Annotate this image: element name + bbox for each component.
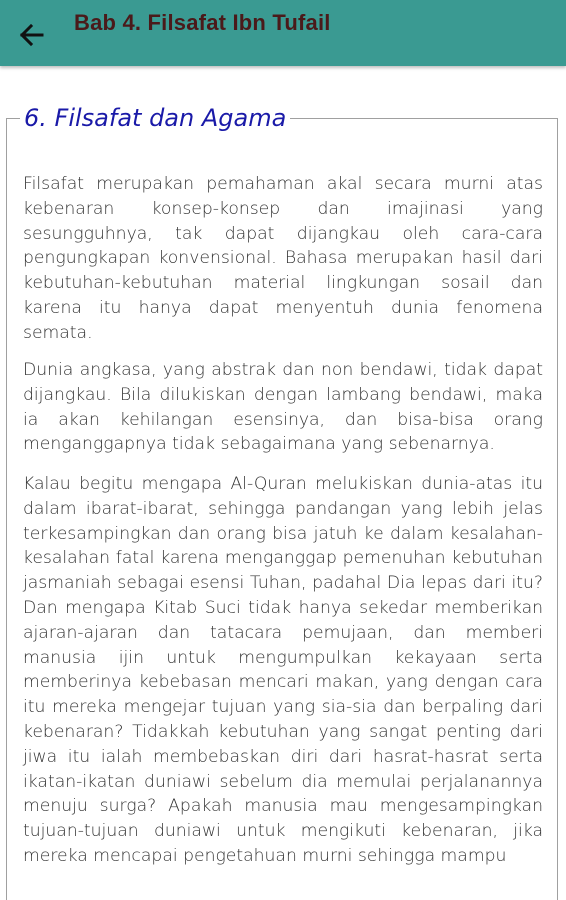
back-button[interactable] [14, 19, 50, 51]
page-title: Bab 4. Filsafat Ibn Tufail [74, 10, 331, 35]
app-bar [0, 0, 566, 66]
chapter-content[interactable] [0, 66, 566, 900]
paragraph-2: Dunia angkasa, yang abstrak dan non bendawi, tidak dapat dijangkau. Bila dilukiskan dengan lambang bendawi, maka ia akan kehilangan esensinya, dan bisa-bisa orang menganggapnya tidak sebagaimana yang sebenarnya. [23, 360, 543, 455]
section-heading: 6. Filsafat dan Agama [20, 104, 290, 132]
paragraph-3: Kalau begitu mengapa Al-Quran melukiskan dunia-atas itu dalam ibarat-ibarat, sehingga pandangan yang lebih jelas terkesampingkan dan orang bisa jatuh ke dalam kesalahan-kesalahan fatal karena menganggap pemenuhan kebutuhan jasmaniah sebagai esensi Tuhan, padahal Dia lepas dari itu? Dan mengapa Kitab Suci tidak hanya sekedar memberikan ajaran-ajaran dan tatacara pemujaan, dan memberi manusia ijin untuk mengumpulkan kekayaan serta memberinya kebebasan mencari makan, yang dengan cara itu mereka mengejar tujuan yang sia-sia dan berpaling dari kebenaran? Tidakkah kebutuhan yang sangat penting dari jiwa itu ialah membebaskan diri dari hasrat-hasrat serta ikatan-ikatan duniawi sebelum dia memulai perjalanannya menuju surga? Apakah manusia mau mengesampingkan tujuan-tujuan duniawi untuk mengikuti kebenaran, jika mereka mencapai pengetahuan murni sehingga mampu [23, 474, 543, 866]
arrow-left-icon [14, 19, 50, 51]
paragraph-1: Filsafat merupakan pemahaman akal secara murni atas kebenaran konsep-konsep dan imajinasi yang sesungguhnya, tak dapat dijangkau oleh cara-cara pengungkapan konvensional. Bahasa merupakan hasil dari kebutuhan-kebutuhan material lingkungan sosail dan karena itu hanya dapat menyentuh dunia fenomena semata. [23, 174, 543, 343]
